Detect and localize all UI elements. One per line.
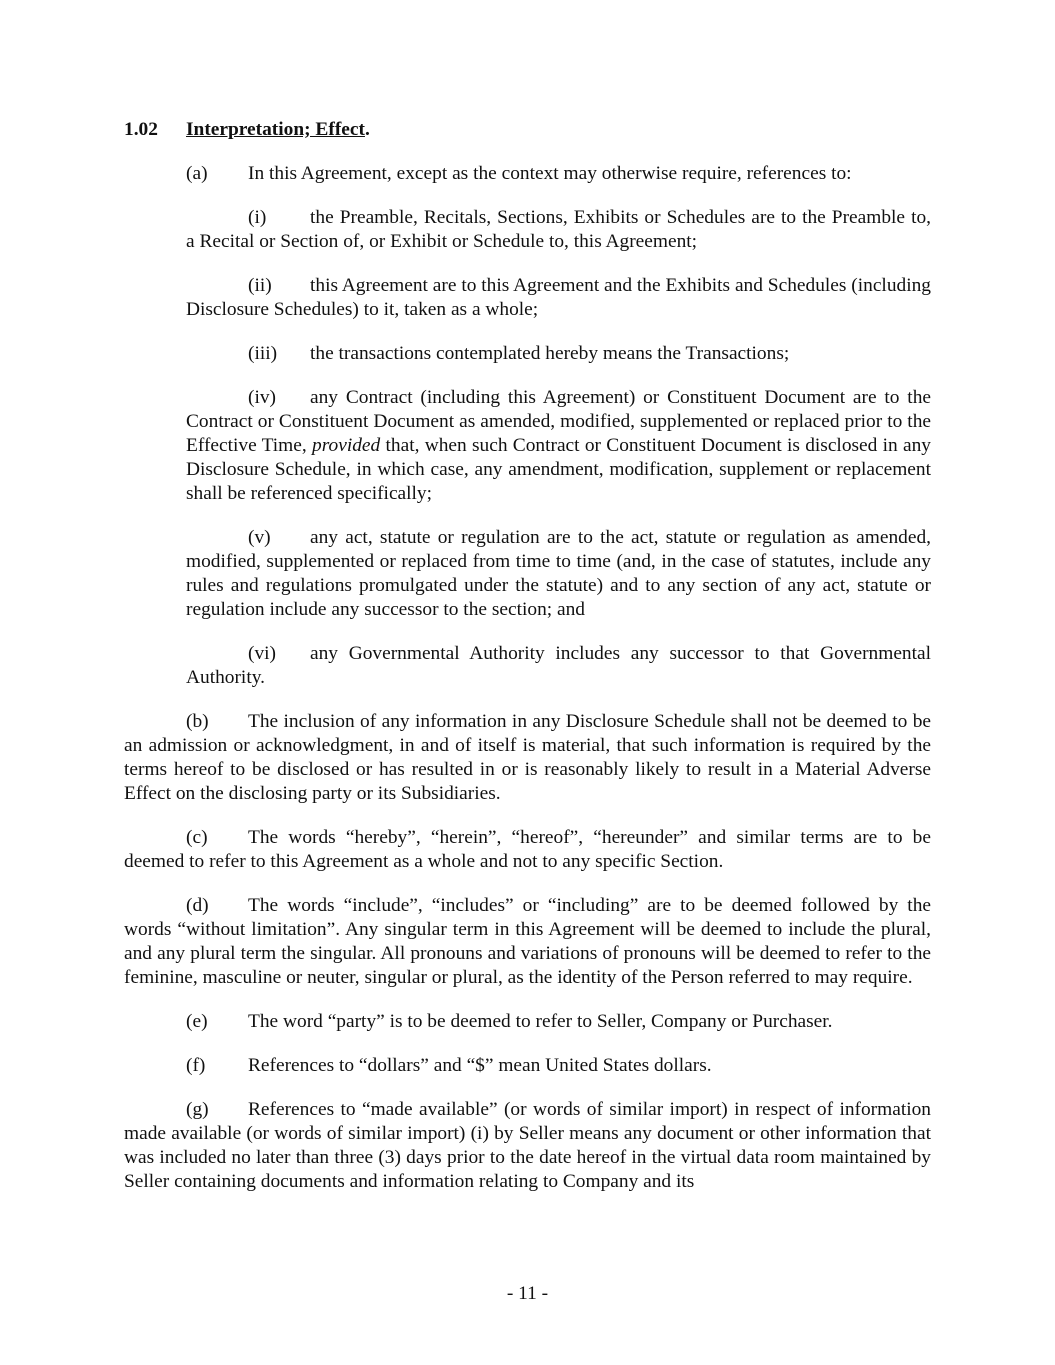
clause-ii-marker: (ii) <box>248 275 272 296</box>
section-number: 1.02 <box>124 119 158 140</box>
clause-v-text: any act, statute or regulation are to the act, statute or regulation as amended, modified, supplemented or replaced from time to time (and, in the case of statutes, include any rules and regulations promulgated under the statute) and to any section of any act, statute or regulation include any successor to the section; and <box>186 527 931 620</box>
clause-vi-text: any Governmental Authority includes any successor to that Governmental Authority. <box>186 643 931 688</box>
clause-g-marker: (g) <box>186 1099 209 1120</box>
clause-c <box>124 826 931 874</box>
clause-a-text: In this Agreement, except as the context may otherwise require, references to: <box>248 163 852 184</box>
clause-iv <box>124 386 931 506</box>
clause-a <box>124 162 931 186</box>
clause-iv-emphasis: provided <box>312 435 381 456</box>
section-heading <box>124 118 931 142</box>
clause-b-marker: (b) <box>186 711 209 732</box>
clause-iii <box>124 342 931 366</box>
clause-g <box>124 1098 931 1194</box>
clause-b-text: The inclusion of any information in any Disclosure Schedule shall not be deemed to be an admission or acknowledgment, in and of itself is material, that such information is required by the terms hereof to be disclosed or has resulted in or is reasonably likely to result in a Material Adverse Effect on the disclosing party or its Subsidiaries. <box>124 711 931 804</box>
clause-iii-marker: (iii) <box>248 343 278 364</box>
clause-d-marker: (d) <box>186 895 209 916</box>
clause-v-marker: (v) <box>248 527 271 548</box>
section-title-suffix: . <box>364 119 370 140</box>
clause-iv-text-before: any Contract (including this Agreement) or Constituent Document are to the Contract or Constituent Document as amended, modified, supplemented or replaced prior to the Effective Time, <box>186 387 931 456</box>
clause-ii-text: this Agreement are to this Agreement and the Exhibits and Schedules (including Disclosure Schedules) to it, taken as a whole; <box>186 275 931 320</box>
clause-i <box>124 206 931 254</box>
clause-f-marker: (f) <box>186 1055 206 1076</box>
clause-vi-marker: (vi) <box>248 643 276 664</box>
clause-iv-marker: (iv) <box>248 387 276 408</box>
clause-f <box>124 1054 931 1078</box>
clause-iii-text: the transactions contemplated hereby means the Transactions; <box>310 343 790 364</box>
clause-vi <box>124 642 931 690</box>
clause-e-marker: (e) <box>186 1011 208 1032</box>
clause-v <box>124 526 931 622</box>
clause-c-text: The words “hereby”, “herein”, “hereof”, “hereunder” and similar terms are to be deemed to refer to this Agreement as a whole and not to any specific Section. <box>124 827 931 872</box>
clause-d <box>124 894 931 990</box>
clause-f-text: References to “dollars” and “$” mean United States dollars. <box>248 1055 712 1076</box>
clause-c-marker: (c) <box>186 827 208 848</box>
clause-b <box>124 710 931 806</box>
clause-a-marker: (a) <box>186 163 208 184</box>
clause-g-text: References to “made available” (or words of similar import) in respect of information made available (or words of similar import) (i) by Seller means any document or other information that was included no later than three (3) days prior to the date hereof in the virtual data room maintained by Seller containing documents and information relating to Company and its <box>124 1099 931 1192</box>
clause-e <box>124 1010 931 1034</box>
clause-iv-text-after: that, when such Contract or Constituent Document is disclosed in any Disclosure Schedule, in which case, any amendment, modification, supplement or replacement shall be referenced specifically; <box>186 435 931 504</box>
section-title: Interpretation; Effect <box>186 119 365 140</box>
document-page <box>124 118 931 1214</box>
clause-i-marker: (i) <box>248 207 267 228</box>
clause-i-text: the Preamble, Recitals, Sections, Exhibits or Schedules are to the Preamble to, a Recital or Section of, or Exhibit or Schedule to, this Agreement; <box>186 207 931 252</box>
clause-d-text: The words “include”, “includes” or “including” are to be deemed followed by the words “without limitation”. Any singular term in this Agreement will be deemed to include the plural, and any plural term the singular. All pronouns and variations of pronouns will be deemed to refer to the feminine, masculine or neuter, singular or plural, as the identity of the Person referred to may require. <box>124 895 931 988</box>
clause-e-text: The word “party” is to be deemed to refer to Seller, Company or Purchaser. <box>248 1011 833 1032</box>
page-number: - 11 - <box>506 1283 549 1304</box>
clause-ii <box>124 274 931 322</box>
